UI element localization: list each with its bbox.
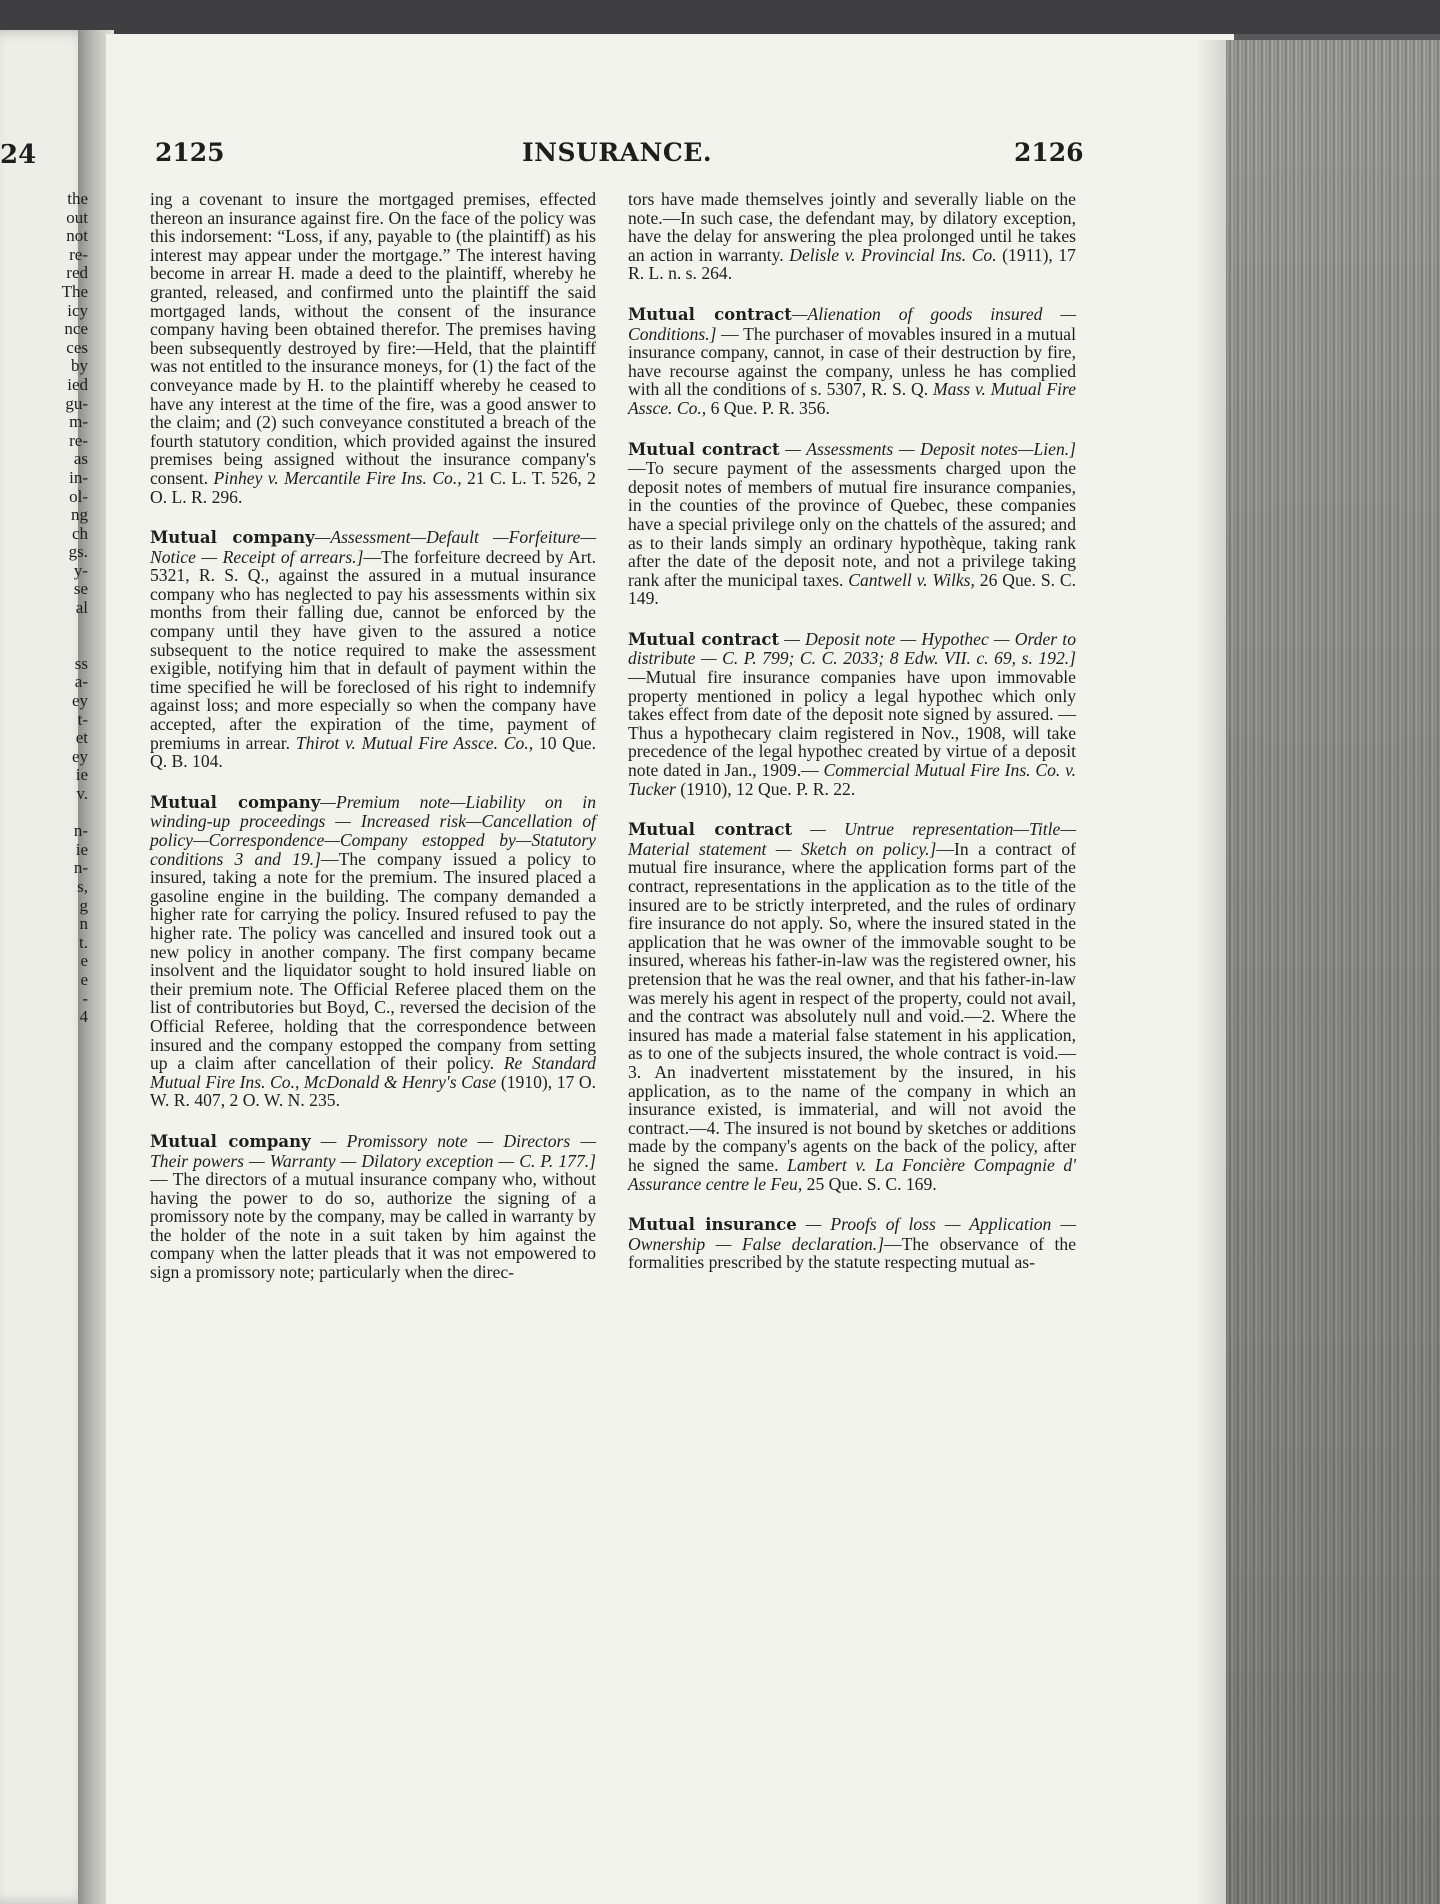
facing-page-fragment: se (73, 579, 88, 599)
digest-entry (628, 305, 1076, 418)
facing-page-fragment: a- (74, 672, 88, 692)
facing-page-fragment: ss (74, 653, 88, 673)
entry-citation: Commercial Mutual Fire Ins. Co. v. Tucker (628, 760, 1076, 799)
text-column-left (150, 190, 596, 1282)
facing-page-fragment (2, 1045, 88, 1064)
entry-reference: 21 C. L. T. 526, 2 O. L. R. 296. (150, 467, 596, 507)
facing-page-fragment: s, (77, 876, 88, 896)
entry-citation: Mass v. Mutual Fire Assce. Co., (628, 379, 1077, 418)
entry-citation: Delisle v. Provincial Ins. Co. (789, 244, 997, 265)
facing-page-fragment: - (82, 988, 88, 1008)
digest-entry (150, 1132, 596, 1282)
digest-entry (628, 440, 1076, 608)
digest-entry (150, 793, 596, 1110)
entry-subject: —Premium note—Liability on in winding-up proceedings — Increased risk—Cancellation of policy—Correspondence—Company estopped by—Statutory conditions 3 and 19.] (150, 791, 596, 869)
digest-entry (628, 820, 1076, 1193)
scanner-top-border (0, 0, 1440, 34)
running-title: INSURANCE. (521, 138, 713, 167)
entry-headword: Mutual company (150, 1131, 311, 1151)
facing-page-fragment: ey (71, 691, 88, 711)
facing-page-fragment: e (80, 951, 88, 971)
entry-text: — The purchaser of movables insured in a mutual insurance company, cannot, in case of their destruction by fire, have recourse against the company, unless he has complied with all the conditions of s. 5307, R. S. Q. (628, 323, 1076, 400)
text-column-right (628, 190, 1076, 1272)
facing-page-fragment: n- (73, 821, 88, 841)
facing-page-fragment: g (79, 895, 88, 915)
entry-text: ing a covenant to insure the mortgaged premises, effected thereon an insurance against fire. On the face of the policy was this indorsement: “Loss, if any, payable to (the plaintiff) as his interest may appear under the mortgage.” The interest having become in arrear H. made a deed to the plaintiff, whereby he granted, released, and confirmed unto the plaintiff the said mortgaged lands, without the consent of the insurance company having been obtained therefor. The premises having been subsequently destroyed by fire:—Held, that the plaintiff was not entitled to the insurance moneys, for (1) the fact of the conveyance made by H. to the plaintiff whereby he ceased to have any interest at the time of the fire, was a good answer to the claim; and (2) such conveyance constituted a breach of the fourth statutory condition, which provided against the insured premises being assigned without the insurance company's consent. (150, 189, 596, 488)
entry-subject: — Assessments — Deposit notes—Lien.] (779, 438, 1076, 459)
entry-reference: 26 Que. S. C. 149. (628, 569, 1076, 609)
facing-page-fragment: as (73, 449, 88, 469)
facing-page-fragment: e (80, 969, 88, 989)
facing-page-fragment: icy (67, 300, 88, 320)
entry-headword: Mutual contract (628, 820, 793, 840)
digest-entry (150, 190, 596, 506)
facing-page-fragment (2, 804, 88, 823)
digest-entry (150, 528, 596, 771)
entry-subject: — Deposit note — Hypothec — Order to distribute — C. P. 799; C. C. 2033; 8 Edw. VII. c. 69, s. 192.] (628, 628, 1076, 669)
entry-headword: Mutual contract (628, 439, 780, 459)
entry-headword: Mutual company (150, 792, 321, 812)
facing-page-fragment: m- (69, 412, 88, 432)
page-number-right: 2126 (1014, 138, 1084, 167)
facing-page-fragment: v. (76, 784, 88, 803)
facing-page-fragment: gs. (68, 542, 88, 562)
entry-reference: 25 Que. S. C. 169. (806, 1173, 937, 1194)
facing-page-fragment (2, 1083, 88, 1102)
facing-page-fragment: gu- (65, 393, 88, 413)
facing-page-fragment: not (66, 226, 88, 246)
facing-page-text-fragments (2, 190, 88, 1101)
entry-reference: 6 Que. P. R. 356. (710, 397, 830, 418)
entry-reference: (1910), 12 Que. P. R. 22. (680, 778, 856, 799)
facing-page-fragment: ng (71, 505, 88, 525)
facing-page-fragment: n (79, 914, 88, 934)
facing-page-fragment: ie (75, 839, 88, 859)
facing-page-number: 24 (0, 140, 37, 170)
facing-page-fragment: al (75, 598, 88, 618)
digest-entry (628, 190, 1076, 283)
entry-text: — The directors of a mutual insurance company who, without having the power to do so, authorize the signing of a promissory note by the company, may be called in warranty by the holder of the note in a suit taken by him against the company when the latter pleads that it was not empowered to sign a promissory note; particularly when the direc- (150, 1169, 596, 1283)
facing-page-fragment: ied (67, 374, 88, 394)
entry-citation: Cantwell v. Wilks, (848, 569, 975, 590)
facing-page-fragment: re- (69, 430, 88, 450)
facing-page-fragment: ey (71, 746, 88, 766)
facing-page-fragment: in- (69, 467, 88, 487)
entry-text: —Mutual fire insurance companies have upon immovable property mentioned in policy a legal hypothec which only takes effect from date of the deposit note signed by assured. —Thus a hypothecary claim registered in Nov., 1908, will take precedence of the legal hypothec created by virtue of a deposit note dated in Jan., 1909.— (628, 667, 1076, 781)
entry-reference: (1910), 17 O. W. R. 407, 2 O. W. N. 235. (150, 1071, 596, 1111)
facing-page-fragment: et (75, 728, 88, 748)
facing-page-fragment (2, 618, 88, 637)
facing-page-fragment: re- (69, 244, 88, 264)
facing-page-fragment: out (66, 207, 88, 227)
entry-headword: Mutual contract (628, 304, 792, 324)
digest-entry (628, 1215, 1076, 1272)
facing-page-fragment: y- (73, 560, 88, 580)
book-page-edges (1226, 40, 1440, 1904)
entry-text: tors have made themselves jointly and severally liable on the note.—In such case, the defendant may, by dilatory exception, have the delay for answering the plea prolonged until he takes an action in warranty. (628, 189, 1076, 265)
entry-text: —The forfeiture decreed by Art. 5321, R. S. Q., against the assured in a mutual insurance company who has neglected to pay his assessments within six months from their falling due, cannot be enforced by the company until they have given to the assured a notice subsequent to the notice required to make the assessment exigible, notifying him that in default of payment within the time specified he will be foreclosed of his right to indemnify against loss; and more especially so when the company have accepted, after the expiration of the time, payment of premiums in arrear. (150, 546, 596, 753)
facing-page-fragment: t- (77, 709, 88, 729)
facing-page-fragment: the (67, 190, 88, 208)
entry-reference: 10 Que. Q. B. 104. (150, 732, 597, 772)
entry-subject: —Alienation of goods insured — Conditions.] (628, 303, 1076, 344)
entry-text: —The company issued a policy to insured, taking a note for the premium. The insured placed a gasoline engine in the building. The company demanded a higher rate for carrying the policy. Insured refused to pay the higher rate. The policy was cancelled and insured took out a new policy in another company. The first company became insolvent and the liquidator sought to hold insured liable on their premium note. The Official Referee placed them on the list of contributories but Boyd, C., reversed the decision of the Official Referee, holding that the correspondence between insured and the company estopped the company from setting up a claim after cancellation of their policy. (150, 848, 596, 1074)
facing-page-fragment (2, 636, 88, 655)
facing-page-fragment: n- (73, 858, 88, 878)
facing-page-fragment: nce (64, 319, 88, 339)
entry-citation: Thirot v. Mutual Fire Assce. Co., (295, 732, 534, 753)
facing-page-fragment: ol- (69, 486, 88, 506)
facing-page-fragment: red (66, 263, 88, 283)
entry-text: —The observance of the formalities prescribed by the statute respecting mutual as- (628, 1233, 1076, 1273)
facing-page-fragment (2, 1064, 88, 1083)
entry-headword: Mutual insurance (628, 1215, 797, 1235)
facing-page-fragment (2, 1027, 88, 1046)
entry-subject: — Promissory note — Directors — Their powers — Warranty — Dilatory exception — C. P. 177.] (150, 1130, 597, 1171)
entry-headword: Mutual company (150, 528, 315, 548)
entry-subject: — Proofs of loss — Application — Ownership — False declaration.] (628, 1214, 1077, 1254)
entry-headword: Mutual contract (628, 629, 780, 649)
page-number-left: 2125 (155, 138, 225, 167)
facing-page-fragment: 4 (79, 1007, 88, 1027)
facing-page-fragment: The (61, 281, 88, 301)
entry-citation: Re Standard Mutual Fire Ins. Co., McDonald & Henry's Case (150, 1053, 596, 1092)
entry-reference: (1911), 17 R. L. n. s. 264. (628, 244, 1076, 284)
facing-page-fragment: by (71, 356, 88, 376)
entry-subject: —Assessment—Default —Forfeiture—Notice — Receipt of arrears.] (150, 527, 596, 567)
entry-text: —To secure payment of the assessments charged upon the deposit notes of members of mutual fire insurance companies, in the counties of the province of Quebec, these companies have a special privilege only on the chattels of the assured; and as to their lands simply an ordinary hypothèque, taking rank after the date of the deposit note, and not a privilege taking rank after the municipal taxes. (628, 458, 1076, 590)
entry-subject: — Untrue representation—Title—Material statement — Sketch on policy.] (628, 819, 1076, 859)
facing-page-fragment: ie (75, 765, 88, 785)
entry-text: —In a contract of mutual fire insurance, where the application forms part of the contract, representations in the application as to the title of the insured are to be strictly interpreted, and the rules of ordinary fire insurance do not apply. So, where the insured stated in the application that he was owner of the immovable sought to be insured, whereas his father-in-law was the registered owner, his pretension that he was the real owner, and that his father-in-law was merely his agent in respect of the property, could not avail, and the contract was absolutely null and void.—2. Where the insured has made a material false statement in his application, as to one of the subjects insured, the whole contract is void.—3. An inadvertent misstatement by the insured, in his application, as to the name of the company in which an insurance existed, is immaterial, and will not avoid the contract.—4. The insured is not bound by sketches or additions made by the company's agents on the back of the policy, after he signed the same. (628, 838, 1076, 1175)
facing-page-fragment: ces (66, 337, 88, 357)
facing-page-fragment: t. (79, 932, 88, 952)
digest-entry (628, 630, 1076, 798)
facing-page-fragment: ch (71, 523, 88, 543)
entry-citation: Lambert v. La Foncière Compagnie d' Assurance centre le Feu, (628, 1154, 1076, 1194)
entry-citation: Pinhey v. Mercantile Fire Ins. Co., (213, 467, 462, 488)
